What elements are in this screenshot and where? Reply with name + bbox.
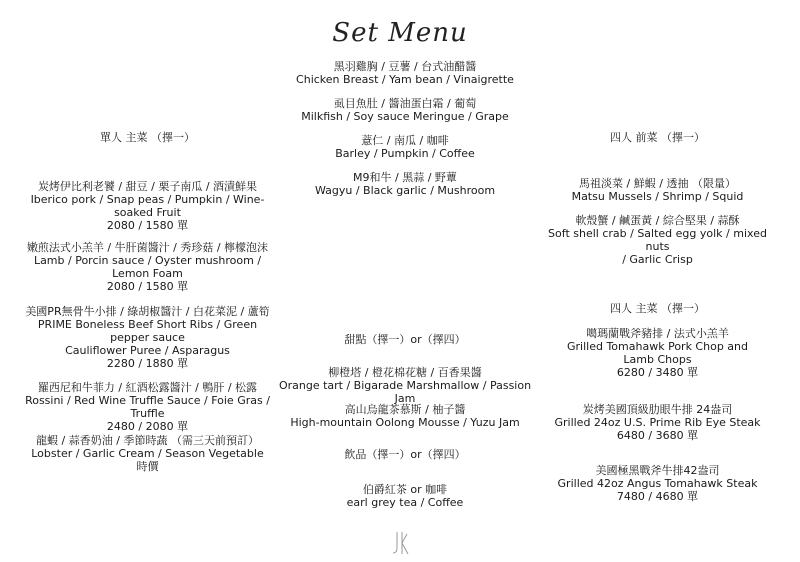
dish-zh: 虱目魚肚 / 醬油蛋白霜 / 葡萄: [333, 97, 477, 110]
dish-en: Orange tart / Bigarade Marshmallow / Passion Jam: [278, 379, 532, 405]
drink-heading: 飲品（擇一）or（擇四）: [344, 448, 466, 461]
dish-zh: 美國PR無骨牛小排 / 綠胡椒醬汁 / 白花菜泥 / 蘆筍: [25, 305, 270, 318]
dish-zh: 美國極黑戰斧牛排42盎司: [595, 464, 720, 477]
menu-title: Set Menu: [332, 18, 468, 48]
starter-item: [270, 97, 540, 123]
dish-price: 2080 / 1580 單: [106, 219, 189, 232]
dish-en: Lamb / Porcin sauce / Oyster mushroom / Lemon Foam: [33, 254, 262, 280]
dish-en: Barley / Pumpkin / Coffee: [335, 147, 475, 160]
dish-zh: 炭烤美國頂級肋眼牛排 24盎司: [582, 403, 733, 416]
dish-price: 2280 / 1880 單: [106, 357, 189, 370]
starter-item: [535, 214, 780, 266]
dish-zh: 黑羽雞胸 / 豆薯 / 台式油醋醬: [333, 60, 477, 73]
dish-price: 6280 / 3480 單: [616, 366, 699, 379]
dish-en: Grilled 42oz Angus Tomahawk Steak: [557, 477, 758, 490]
dish-price: 2080 / 1580 單: [106, 280, 189, 293]
dish-price: 6480 / 3680 單: [616, 429, 699, 442]
dish-en: Grilled 24oz U.S. Prime Rib Eye Steak: [554, 416, 761, 429]
dessert-item: [270, 366, 540, 405]
dish-en: Milkfish / Soy sauce Meringue / Grape: [301, 110, 509, 123]
dish-en: Wagyu / Black garlic / Mushroom: [314, 184, 496, 197]
dish-en: Rossini / Red Wine Truffle Sauce / Foie Gras / Truffle: [25, 394, 270, 420]
starter-item: [535, 177, 780, 203]
dish-en-2: Cauliflower Puree / Asparagus: [65, 344, 230, 357]
dish-zh: 炭烤伊比利老饕 / 甜豆 / 栗子南瓜 / 酒漬鮮果: [37, 180, 258, 193]
dish-en-2: / Garlic Crisp: [622, 253, 693, 266]
main-item: [535, 327, 780, 379]
dish-en: Chicken Breast / Yam bean / Vinaigrette: [296, 73, 514, 86]
main-item: [535, 403, 780, 442]
dessert-item: [270, 403, 540, 429]
dish-price: 2480 / 2080 單: [106, 420, 189, 433]
dish-zh: 馬祖淡菜 / 鮮蝦 / 透抽 （限量）: [579, 177, 736, 190]
jk-logo: [388, 530, 412, 556]
dish-en: earl grey tea / Coffee: [346, 496, 464, 509]
dish-price: 時價: [136, 460, 159, 473]
main-item: [20, 180, 275, 232]
four-main-heading: 四人 主菜 （擇一）: [610, 302, 705, 315]
drink-item: [270, 483, 540, 509]
dish-zh: 薏仁 / 南瓜 / 咖啡: [361, 134, 449, 147]
main-item: [20, 381, 275, 433]
dish-en: Matsu Mussels / Shrimp / Squid: [571, 190, 744, 203]
dish-zh: 高山烏龍茶慕斯 / 柚子醬: [344, 403, 466, 416]
dish-zh: 嫩煎法式小羔羊 / 牛肝菌醬汁 / 秀珍菇 / 檸檬泡沫: [26, 241, 269, 254]
dish-zh: 軟殼蟹 / 鹹蛋黃 / 綜合堅果 / 蒜酥: [575, 214, 740, 227]
dish-en: PRIME Boneless Beef Short Ribs / Green pepper sauce: [37, 318, 258, 344]
dish-zh: 柳橙塔 / 橙花棉花糖 / 百香果醬: [328, 366, 482, 379]
main-item: [20, 241, 275, 293]
dish-zh: 噶瑪蘭戰斧豬排 / 法式小羔羊: [586, 327, 729, 340]
starter-item: [270, 171, 540, 197]
dish-zh: 伯爵紅茶 or 咖啡: [362, 483, 448, 496]
dish-en: Grilled Tomahawk Pork Chop and Lamb Chops: [567, 340, 748, 366]
four-starter-heading: 四人 前菜 （擇一）: [610, 131, 705, 144]
dessert-heading: 甜點（擇一）or（擇四）: [344, 333, 466, 346]
dish-en: Lobster / Garlic Cream / Season Vegetable: [31, 447, 264, 460]
dish-zh: 龍蝦 / 蒜香奶油 / 季節時蔬 （需三天前預訂）: [36, 434, 259, 447]
dish-en: Soft shell crab / Salted egg yolk / mixed nuts: [548, 227, 767, 253]
starter-item: [270, 60, 540, 86]
main-item: [535, 464, 780, 503]
dish-price: 7480 / 4680 單: [616, 490, 699, 503]
dish-zh: 羅西尼和牛菲力 / 紅酒松露醬汁 / 鴨肝 / 松露: [37, 381, 258, 394]
single-main-heading: 單人 主菜 （擇一）: [100, 131, 195, 144]
dish-en: Iberico pork / Snap peas / Pumpkin / Wine-soaked Fruit: [30, 193, 265, 219]
dish-zh: M9和牛 / 黑蒜 / 野蕈: [353, 171, 457, 184]
main-item: [20, 305, 275, 370]
main-item: [20, 434, 275, 473]
starter-item: [270, 134, 540, 160]
dish-en: High-mountain Oolong Mousse / Yuzu Jam: [290, 416, 520, 429]
